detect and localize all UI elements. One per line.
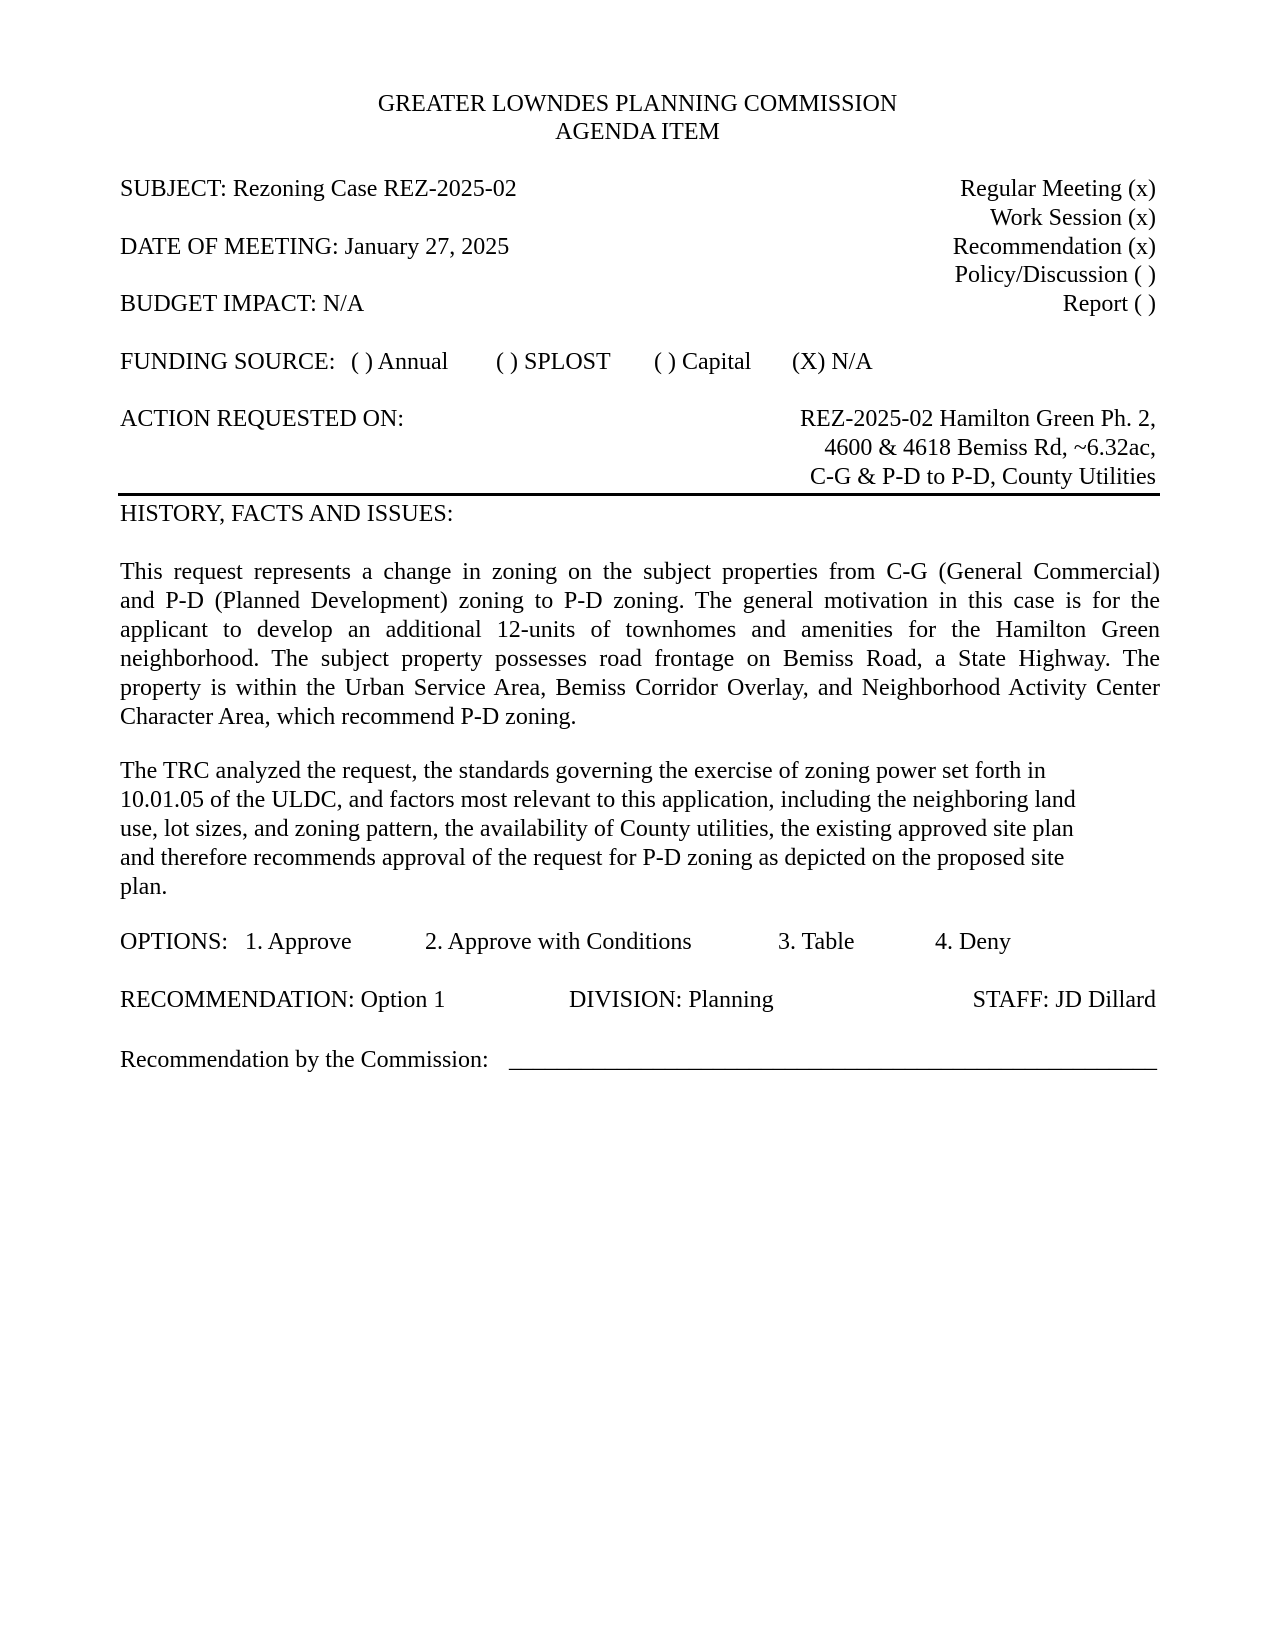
meeting-type-recommendation: Recommendation (x) <box>952 234 1156 260</box>
paragraph-line: property is within the Urban Service Area, Bemiss Corridor Overlay, and Neighborhood Activity Center <box>120 675 1160 701</box>
recommendation-field: RECOMMENDATION: Option 1 <box>120 987 446 1013</box>
paragraph-line: 10.01.05 of the ULDC, and factors most relevant to this application, including the neighboring land <box>120 787 1076 813</box>
meeting-type-regular: Regular Meeting (x) <box>960 176 1156 202</box>
funding-option-annual: ( ) Annual <box>351 349 449 375</box>
paragraph-line: plan. <box>120 874 168 900</box>
paragraph-line: Character Area, which recommend P-D zoning. <box>120 704 577 730</box>
action-requested-label: ACTION REQUESTED ON: <box>120 406 404 432</box>
funding-option-splost: ( ) SPLOST <box>496 349 611 375</box>
meeting-type-work-session: Work Session (x) <box>989 205 1156 231</box>
paragraph-line: neighborhood. The subject property possesses road frontage on Bemiss Road, a State Highway. The <box>120 646 1160 672</box>
staff-field: STAFF: JD Dillard <box>972 987 1156 1013</box>
option-approve: 1. Approve <box>245 929 352 955</box>
option-table: 3. Table <box>778 929 855 955</box>
option-approve-with-conditions: 2. Approve with Conditions <box>425 929 692 955</box>
options-label: OPTIONS: <box>120 929 229 955</box>
section-divider <box>118 493 1160 496</box>
history-paragraph-2 <box>120 757 1160 902</box>
meeting-type-policy-discussion: Policy/Discussion ( ) <box>954 262 1156 288</box>
action-requested-line-1: REZ-2025-02 Hamilton Green Ph. 2, <box>800 406 1156 432</box>
paragraph-line: The TRC analyzed the request, the standards governing the exercise of zoning power set forth in <box>120 758 1046 784</box>
history-heading: HISTORY, FACTS AND ISSUES: <box>120 501 454 527</box>
date-of-meeting-field: DATE OF MEETING: January 27, 2025 <box>120 234 510 260</box>
paragraph-line: applicant to develop an additional 12-units of townhomes and amenities for the Hamilton Green <box>120 617 1160 643</box>
subject-field: SUBJECT: Rezoning Case REZ-2025-02 <box>120 176 517 202</box>
history-paragraph-1 <box>120 558 1160 732</box>
funding-source-label: FUNDING SOURCE: <box>120 349 336 375</box>
division-field: DIVISION: Planning <box>569 987 774 1013</box>
funding-option-na: (X) N/A <box>792 349 873 375</box>
option-deny: 4. Deny <box>935 929 1011 955</box>
commission-recommendation-blank: ______________________________________________________ <box>509 1047 1157 1073</box>
budget-impact-field: BUDGET IMPACT: N/A <box>120 291 365 317</box>
paragraph-line: use, lot sizes, and zoning pattern, the availability of County utilities, the existing approved site plan <box>120 816 1074 842</box>
paragraph-line: and therefore recommends approval of the request for P-D zoning as depicted on the proposed site <box>120 845 1065 871</box>
paragraph-line: This request represents a change in zoning on the subject properties from C-G (General Commercial) <box>120 559 1160 585</box>
org-title: GREATER LOWNDES PLANNING COMMISSION <box>377 91 898 117</box>
commission-recommendation-label: Recommendation by the Commission: <box>120 1047 489 1073</box>
funding-option-capital: ( ) Capital <box>654 349 752 375</box>
paragraph-line: and P-D (Planned Development) zoning to P-D zoning. The general motivation in this case is for the <box>120 588 1160 614</box>
meeting-type-report: Report ( ) <box>1062 291 1156 317</box>
doc-title: AGENDA ITEM <box>555 119 720 145</box>
action-requested-line-3: C-G & P-D to P-D, County Utilities <box>809 464 1156 490</box>
action-requested-line-2: 4600 & 4618 Bemiss Rd, ~6.32ac, <box>824 435 1156 461</box>
